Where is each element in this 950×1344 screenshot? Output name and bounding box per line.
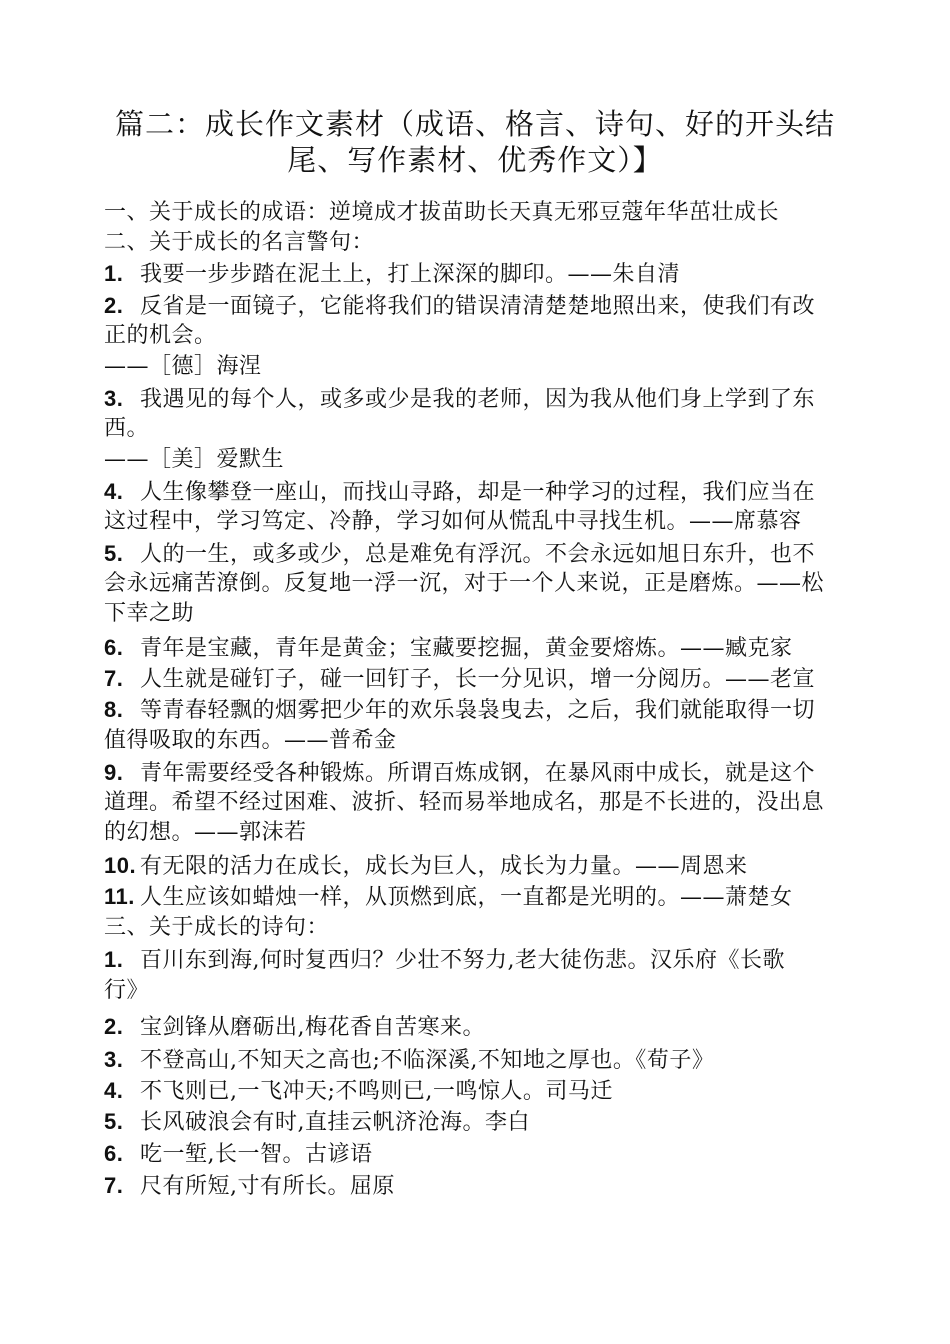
quote-item [104,477,815,508]
item-number: 10. [104,853,137,878]
quote-text: 青年是宝藏，青年是黄金；宝藏要挖掘，黄金要熔炼。——臧克家 [140,636,793,661]
quote-text: 青年需要经受各种锻炼。所谓百炼成钢，在暴风雨中成长，就是这个 [140,761,816,786]
poem-item [104,1076,613,1107]
idioms-line: 一、关于成长的成语：逆境成才拔苗助长天真无邪豆蔻年华茁壮成长 [104,200,780,225]
poem-item [104,1107,530,1138]
item-number: 8. [104,697,124,722]
poem-item [104,1171,395,1202]
quote-item [104,664,815,695]
quote-text: 人生应该如蜡烛一样，从顶燃到底，一直都是光明的。——萧楚女 [140,885,793,910]
quote-continuation: 的幻想。——郭沫若 [104,820,307,845]
quote-text: 有无限的活力在成长，成长为巨人，成长为力量。——周恩来 [140,854,748,879]
quote-continuation: 西。 [104,416,150,441]
quote-item [104,882,793,913]
poems-heading: 三、关于成长的诗句： [104,915,330,940]
quotes-heading: 二、关于成长的名言警句： [104,230,375,255]
quote-text: 我遇见的每个人，或多或少是我的老师，因为我从他们身上学到了东 [140,387,816,412]
quote-attribution: ——［德］海涅 [104,354,262,379]
poem-item [104,945,785,976]
document-title-line-1: 篇二：成长作文素材（成语、格言、诗句、好的开头结 [114,107,835,141]
quote-continuation: 这过程中，学习笃定、冷静，学习如何从慌乱中寻找生机。——席慕容 [104,509,802,534]
poem-text: 百川东到海,何时复西归？少壮不努力,老大徒伤悲。汉乐府《长歌 [140,948,785,973]
quote-item [104,695,815,726]
quote-continuation: 道理。希望不经过困难、波折、轻而易举地成名，那是不长进的，没出息 [104,790,825,815]
item-number: 2. [104,293,124,318]
quote-item [104,291,815,322]
quote-continuation: 下幸之助 [104,601,195,626]
quote-text: 我要一步步踏在泥土上，打上深深的脚印。——朱自清 [140,262,681,287]
item-number: 4. [104,1078,124,1103]
poem-text: 长风破浪会有时,直挂云帆济沧海。李白 [140,1110,530,1135]
poem-text: 尺有所短,寸有所长。屈原 [140,1174,395,1199]
quote-item [104,758,815,789]
item-number: 7. [104,1173,124,1198]
quote-text: 人生像攀登一座山，而找山寻路，却是一种学习的过程，我们应当在 [140,480,816,505]
item-number: 6. [104,635,124,660]
quote-item [104,259,680,290]
document-title-line-2: 尾、写作素材、优秀作文）】 [287,143,663,177]
poem-item [104,1139,373,1170]
poem-text: 不飞则已,一飞冲天;不鸣则已,一鸣惊人。司马迁 [140,1079,613,1104]
quote-text: 反省是一面镜子，它能将我们的错误清清楚楚地照出来，使我们有改 [140,294,816,319]
poem-continuation: 行》 [104,978,150,1003]
item-number: 2. [104,1014,124,1039]
quote-attribution: ——［美］爱默生 [104,447,285,472]
item-number: 11. [104,884,135,909]
item-number: 7. [104,666,124,691]
quote-continuation: 会永远痛苦潦倒。反复地一浮一沉，对于一个人来说，正是磨炼。——松 [104,571,825,596]
item-number: 6. [104,1141,124,1166]
poem-text: 宝剑锋从磨砺出,梅花香自苦寒来。 [140,1015,485,1040]
item-number: 3. [104,386,124,411]
item-number: 1. [104,947,124,972]
item-number: 5. [104,541,124,566]
item-number: 4. [104,479,124,504]
quote-item [104,384,815,415]
item-number: 9. [104,760,124,785]
quote-item [104,851,748,882]
poem-text: 吃一堑,长一智。古谚语 [140,1142,373,1167]
quote-item [104,539,815,570]
quote-text: 人的一生，或多或少，总是难免有浮沉。不会永远如旭日东升，也不 [140,542,816,567]
item-number: 3. [104,1047,124,1072]
quote-item [104,633,793,664]
poem-item [104,1012,485,1043]
poem-item [104,1045,714,1076]
poem-text: 不登高山,不知天之高也;不临深溪,不知地之厚也。《荀子》 [140,1048,715,1073]
quote-continuation: 值得吸取的东西。——普希金 [104,728,397,753]
quote-text: 人生就是碰钉子，碰一回钉子，长一分见识，增一分阅历。——老宣 [140,667,816,692]
item-number: 5. [104,1109,124,1134]
quote-text: 等青春轻飘的烟雾把少年的欢乐袅袅曳去，之后，我们就能取得一切 [140,698,816,723]
item-number: 1. [104,261,124,286]
quote-continuation: 正的机会。 [104,323,217,348]
